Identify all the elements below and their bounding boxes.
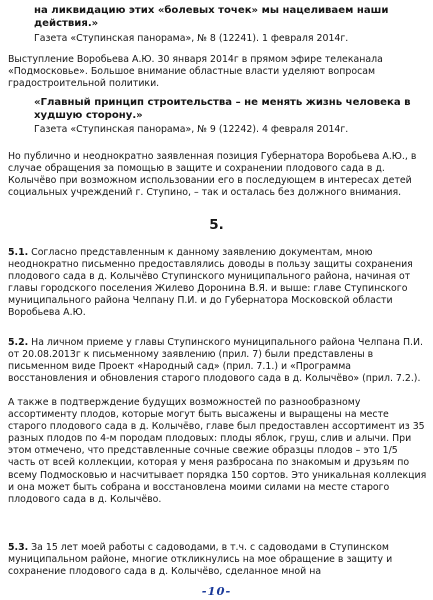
section-title: 5. [209, 217, 224, 233]
speech-paragraph: Выступление Воробьева А.Ю. 30 января 2014г в прямом эфире телеканала «Подмосковье». Большое внимание областные власти уделяют вопросам градостроительной политики. [8, 54, 383, 90]
governor-position-paragraph: Но публично и неоднократно заявленная позиция Губернатора Воробьева А.Ю., в случае обращения за помощью в защите и сохранении плодового сада в д. Колычёво при возможном использовании его в последующем в интересах детей социальных учреждений г. Ступино, – так и осталась без должного внимания. [8, 151, 417, 199]
paragraph-number: 5.2. [8, 337, 29, 348]
paragraph-5-3 [0, 542, 433, 578]
source-panorama-8: Газета «Ступинская панорама», № 8 (12241). 1 февраля 2014г. [34, 33, 349, 44]
paragraph-5-2 [0, 337, 433, 385]
quote-liquidation: на ликвидацию этих «болевых точек» мы нацеливаем наши действия.» [34, 5, 389, 29]
quote-construction-principle: «Главный принцип строительства – не менять жизнь человека в худшую сторону.» [34, 97, 411, 121]
paragraph-text: На личном приеме у главы Ступинского муниципального района Челпана П.И. от 20.08.2013г к письменному заявлению (прил. 7) были представлены в письменном виде Проект «Народный сад» (прил. 7.1.) и «Программа восстановления и обновления старого плодового сада в д. Колычёво» (прил. 7.2.). [8, 337, 423, 385]
source-panorama-9: Газета «Ступинская панорама», № 9 (12242). 4 февраля 2014г. [34, 124, 349, 135]
paragraph-text: Согласно представленным к данному заявлению документам, мною неоднократно письменно предоставлялись доводы в пользу защиты сохранения плодового сада в д. Колычёво Ступинского муниципального района, начиная от главы городского поселения Жилево Доронина В.Я. и выше: главе Ступинского муниципального района Челпану П.И. и до Губернатора Московской области Воробьева А.Ю. [8, 247, 413, 319]
paragraph-5-2-continued: А также в подтверждение будущих возможностей по разнообразному ассортименту плодов, которые могут быть высажены и выращены на месте старого плодового сада в д. Колычёво, главе был предоставлен ассортимент из 35 разных плодов по 4-м породам плодовых: плоды яблок, груш, слив и алычи. При этом отмечено, что представленные сочные свежие образцы плодов – это 1/5 часть от всей коллекции, которая у меня разбросана по знакомым и друзьям по всему Подмосковью и насчитывает порядка 150 сортов. Это уникальная коллекция и она может быть собрана и восстановлена моими силами на месте старого плодового сада в д. Колычёво. [8, 397, 427, 505]
paragraph-number: 5.1. [8, 247, 29, 258]
paragraph-5-1 [0, 247, 433, 320]
paragraph-number: 5.3. [8, 542, 29, 553]
paragraph-text: За 15 лет моей работы с садоводами, в т.ч. с садоводами в Ступинском муниципальном районе, многие откликнулись на мое обращение в защиту и сохранение плодового сада в д. Колычёво, сделанное мной на [8, 542, 393, 578]
page-number: -10- [201, 584, 232, 598]
